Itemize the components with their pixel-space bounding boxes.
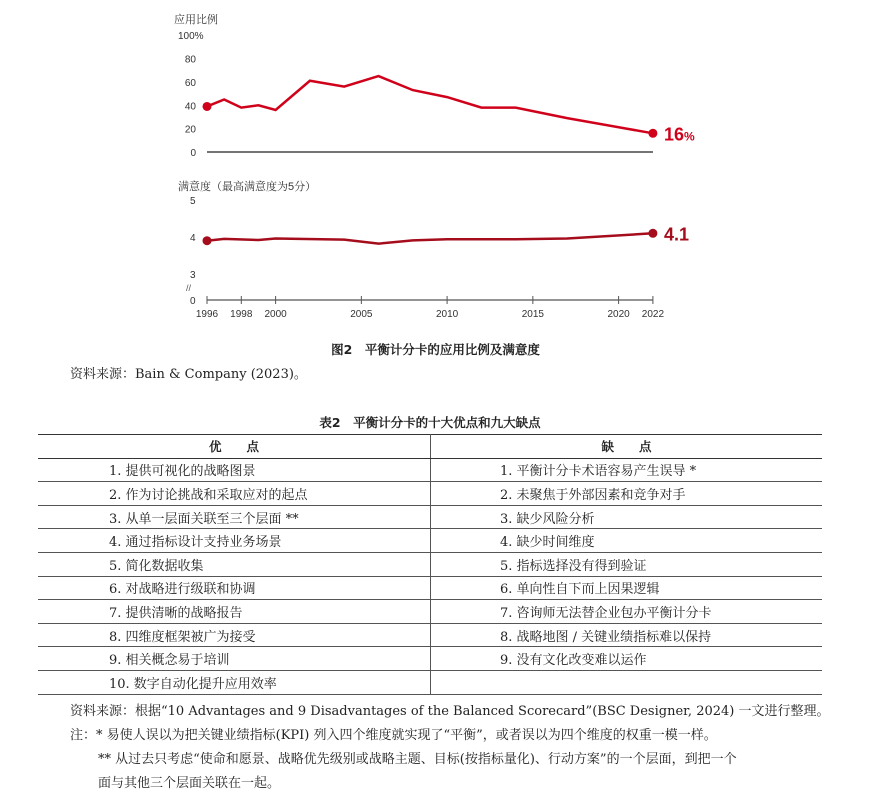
pro-item: 4. 通过指标设计支持业务场景: [38, 529, 431, 553]
figure-caption: 图2 平衡计分卡的应用比例及满意度: [331, 342, 540, 357]
adoption-end-value: 16: [664, 124, 685, 145]
con-item: 1. 平衡计分卡术语容易产生误导 *: [431, 458, 823, 482]
con-item: 8. 战略地图 / 关键业绩指标难以保持: [431, 623, 823, 647]
pros-cons-table: [38, 434, 822, 695]
con-item: [431, 670, 823, 694]
x-tick-label: 2015: [521, 309, 544, 320]
pro-item: 2. 作为讨论挑战和采取应对的起点: [38, 482, 431, 506]
satisfaction-end-label: 4.1: [664, 224, 690, 245]
header-cons: 缺 点: [431, 435, 823, 459]
con-item: 3. 缺少风险分析: [431, 505, 823, 529]
con-item: 4. 缺少时间维度: [431, 529, 823, 553]
table-row: [38, 600, 822, 624]
con-item: 6. 单向性自下而上因果逻辑: [431, 576, 823, 600]
bottom-ytick-label: 5: [190, 196, 196, 207]
top-ytick-label: 20: [184, 124, 196, 136]
x-tick-label: 2022: [641, 309, 665, 320]
adoption-line: [207, 76, 653, 133]
con-item: 9. 没有文化改变难以运作: [431, 647, 823, 671]
table-caption: 表2 平衡计分卡的十大优点和九大缺点: [319, 415, 541, 430]
top-ytick-label: 0: [190, 148, 196, 159]
pro-item: 1. 提供可视化的战略图景: [38, 458, 431, 482]
table-row: [38, 670, 822, 694]
pro-item: 7. 提供清晰的战略报告: [38, 600, 431, 624]
adoption-point: [648, 129, 657, 138]
x-tick-label: 2005: [350, 309, 373, 320]
table-row: [38, 552, 822, 576]
table-source: 资料来源：根据“10 Advantages and 9 Disadvantages of the Balanced Scorecard”(BSC Designer, 2024) 一文进行整理。: [70, 704, 830, 719]
satisfaction-point: [203, 236, 212, 245]
top-ytick-label: 100%: [178, 31, 204, 43]
pro-item: 10. 数字自动化提升应用效率: [38, 670, 431, 694]
note-2: ** 从过去只考虑“使命和愿景、战略优先级别或战略主题、目标(按指标量化)、行动方案”的一个层面，到把一个: [98, 752, 737, 767]
figure-source: 资料来源：Bain & Company (2023)。: [70, 367, 307, 382]
bottom-ytick-label: 0: [190, 296, 196, 307]
table-row: [38, 529, 822, 553]
con-item: 7. 咨询师无法替企业包办平衡计分卡: [431, 600, 823, 624]
adoption-point: [203, 102, 212, 111]
top-ylabel: 应用比例: [174, 14, 218, 26]
satisfaction-line: [207, 233, 653, 243]
top-ytick-label: 40: [184, 101, 196, 113]
pro-item: 5. 简化数据收集: [38, 552, 431, 576]
figure-2-chart: [0, 0, 871, 330]
header-pros: 优 点: [38, 435, 431, 459]
x-tick-label: 1996: [195, 309, 219, 320]
con-item: 5. 指标选择没有得到验证: [431, 552, 823, 576]
pro-item: 8. 四维度框架被广为接受: [38, 623, 431, 647]
table-row: [38, 576, 822, 600]
pro-item: 6. 对战略进行级联和协调: [38, 576, 431, 600]
pro-item: 3. 从单一层面关联至三个层面 **: [38, 505, 431, 529]
table-row: [38, 482, 822, 506]
x-tick-label: 2000: [264, 309, 287, 320]
x-tick-label: 1998: [230, 309, 253, 320]
bottom-ytick-label: 4: [190, 233, 196, 244]
table-row: [38, 505, 822, 529]
axis-break-icon: //: [186, 283, 192, 293]
x-tick-label: 2020: [607, 309, 630, 320]
table-row: [38, 623, 822, 647]
pro-item: 9. 相关概念易于培训: [38, 647, 431, 671]
bottom-ytick-label: 3: [190, 270, 196, 281]
table-row: [38, 458, 822, 482]
con-item: 2. 未聚焦于外部因素和竞争对手: [431, 482, 823, 506]
bottom-ylabel: 满意度（最高满意度为5分）: [178, 181, 317, 193]
table-row: [38, 647, 822, 671]
adoption-end-label: [664, 124, 695, 144]
satisfaction-point: [648, 229, 657, 238]
note-3: 面与其他三个层面关联在一起。: [98, 776, 281, 791]
adoption-end-unit: %: [684, 129, 695, 144]
top-ytick-label: 80: [184, 54, 196, 66]
top-ytick-label: 60: [184, 77, 196, 89]
note-1: 注：* 易使人误以为把关键业绩指标(KPI) 列入四个维度就实现了“平衡”，或者误以为四个维度的权重一模一样。: [70, 728, 717, 743]
x-tick-label: 2010: [435, 309, 459, 320]
